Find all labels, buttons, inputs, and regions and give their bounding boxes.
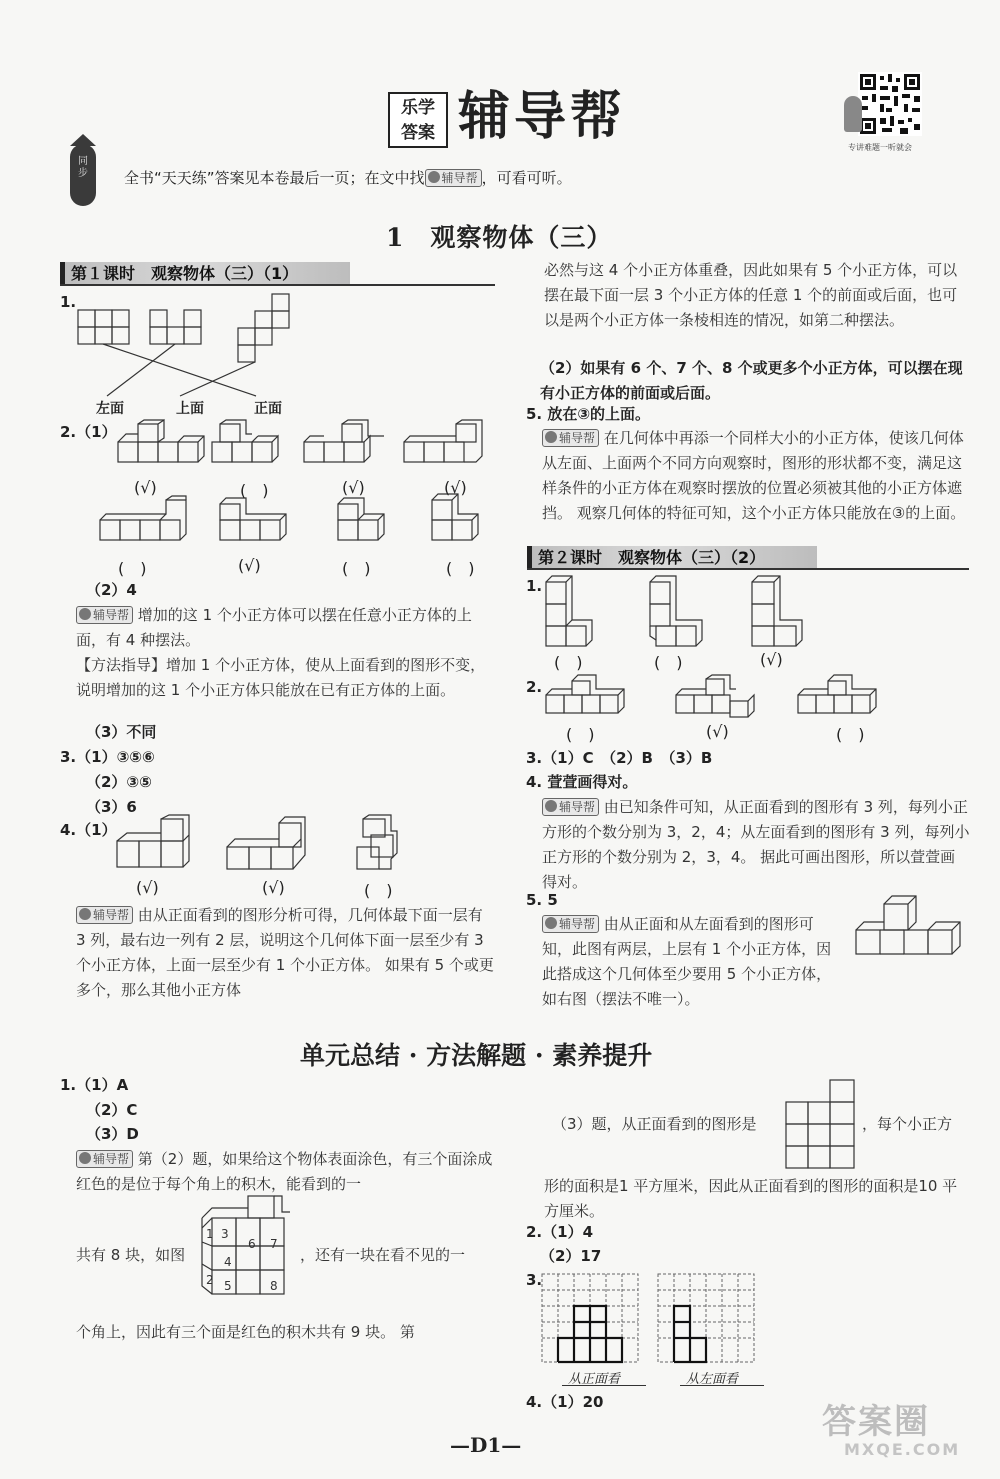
l2-note4-text: 由已知条件可知，从正面看到的图形有 3 列，每列小正方形的个数分别为 3，2，4；从左面看到的图形有 3 列，每列小正方形的个数分别为 2，3，4。 据此可画出图形，所以萱萱画得对。: [542, 798, 970, 891]
l2-q2-mark-1: ( ): [566, 725, 595, 744]
l1-q1-num: 1.: [60, 293, 77, 311]
l1-q2-mark-4: (√): [444, 478, 467, 497]
l1-note5: [542, 426, 970, 526]
l1-note4-text: 由从正面看到的图形分析可得，几何体最下面一层有 3 列，最右边一列有 2 层，说明这个几何体下面一层至少有 3 个小正方体，上面一层至少有 1 个小正方体。 如果有 5 个或更多个，那么其他小正方体: [76, 906, 494, 999]
l1-q2-2: （2）4: [86, 581, 137, 599]
l1-q1-label-top: 上面: [176, 401, 204, 417]
l1-q4-mark-2: (√): [262, 878, 285, 897]
sum-note-a: [76, 1147, 496, 1197]
grid-label-front-underline: [562, 1385, 646, 1386]
l1-q5: 5. 放在③的上面。: [526, 405, 651, 423]
l1-q3-3: （3）6: [86, 798, 137, 816]
sum-q3-grids: [540, 1272, 760, 1364]
l1-method: 【方法指导】增加 1 个小正方体，使从上面看到的图形不变，说明增加的这 1 个小正方体只能放在已有正方体的上面。: [76, 656, 486, 699]
l1-q1-label-left: 左面: [96, 401, 124, 417]
l2-q2-figures: [544, 675, 894, 720]
header-tip: [124, 166, 572, 191]
lesson2-underline: [527, 568, 969, 570]
watermark-logo: 答案圈: [822, 1402, 930, 1442]
sum-cube-figure: [196, 1194, 296, 1304]
lesson2-bar: 第２课时 观察物体（三）（2）: [527, 546, 817, 570]
l1-note4: [76, 903, 496, 1003]
fudao-badge: 辅导帮: [76, 906, 133, 924]
l2-note5-text: 由从正面和从左面看到的图形可知，此图有两层，上层有 1 个小正方体，因此搭成这个几何体至少要用 5 个小正方体，如右图（摆法不唯一）。: [542, 915, 832, 1008]
qr-caption: 专讲难题一听就会: [848, 143, 912, 152]
sum-note-c: 个角上，因此有三个面是红色的积木共有 9 块。 第: [76, 1323, 415, 1341]
cube-num-4: 4: [224, 1255, 232, 1269]
sum-note-b2: ，还有一块在看不见的一: [300, 1246, 466, 1264]
sum-right-a: （3）题，从正面看到的图形是: [552, 1115, 757, 1133]
tip-text: 全书“天天练”答案见本卷最后一页；在文中找: [124, 169, 425, 187]
l2-q1-mark-2: ( ): [654, 653, 683, 672]
l1-note1-text: 增加的这 1 个小正方体可以摆在任意小正方体的上面，有 4 种摆法。: [76, 606, 472, 649]
fudao-icon: [79, 1152, 91, 1164]
cube-num-5: 5: [224, 1279, 232, 1293]
l2-q3: 3.（1）C （2）B （3）B: [526, 749, 713, 767]
l1-q2-mark-7: ( ): [342, 559, 371, 578]
fudao-badge: 辅导帮: [76, 606, 133, 624]
l2-q1-mark-1: ( ): [554, 653, 583, 672]
l1-cont-right: 必然与这 4 个小正方体重叠，因此如果有 5 个小正方体，可以摆在最下面一层 3 个小正方体的任意 1 个的前面或后面，也可以是两个小正方体一条棱相连的情况，如第二种摆法。: [544, 261, 958, 329]
l1-q2-mark-1: (√): [134, 478, 157, 497]
l2-q1-figures: [540, 574, 810, 648]
sum-q2-1: 2.（1）4: [526, 1223, 594, 1241]
sum-q1-2: （2）C: [86, 1101, 138, 1119]
l1-q3-2: （2）③⑤: [86, 773, 152, 791]
l1-note1: [76, 603, 496, 653]
grid-label-left-underline: [680, 1385, 764, 1386]
header-title: 辅导帮: [458, 86, 627, 147]
tip-badge: 辅导帮: [425, 169, 482, 187]
sum-note-b1: 共有 8 块，如图: [76, 1246, 186, 1264]
fudao-icon: [428, 171, 440, 183]
side-tab-label: 同步: [78, 156, 88, 179]
sum-q3-num: 3.: [526, 1271, 543, 1289]
l1-q2-mark-6: (√): [238, 556, 261, 575]
l1-note5-text: 在几何体中再添一个同样大小的小正方体，使该几何体从左面、上面两个不同方向观察时，图形的形状都不变，满足这样条件的小正方体在观察时摆放的位置必须被其他的小正方体遮挡。 观察几何体的特征可知，这个小正方体只能放在③的上面。: [542, 429, 966, 522]
fudao-icon: [545, 431, 557, 443]
cube-num-6: 6: [248, 1237, 256, 1251]
cube-num-7: 7: [270, 1237, 278, 1251]
fudao-badge: 辅导帮: [542, 798, 599, 816]
l1-q2-num: 2.（1）: [60, 423, 117, 441]
l2-q1-num: 1.: [526, 577, 543, 595]
lesson1-underline: [60, 284, 495, 286]
l1-q4-mark-3: ( ): [364, 881, 393, 900]
l1-q2-mark-5: ( ): [118, 559, 147, 578]
l1-q1-figure: [72, 292, 302, 412]
page-number: —D1—: [450, 1433, 522, 1457]
l1-q1-label-front: 正面: [254, 401, 282, 417]
l2-q5: 5. 5: [526, 891, 558, 909]
fudao-badge: 辅导帮: [76, 1150, 133, 1168]
logo-badge: [388, 92, 448, 148]
grid-label-front: 从正面看: [568, 1372, 621, 1387]
l1-q2-mark-8: ( ): [446, 559, 475, 578]
l1-q4-mark-1: (√): [136, 878, 159, 897]
l1-q4-figures: [115, 815, 415, 875]
l1-q2-mark-3: (√): [342, 478, 365, 497]
fudao-badge: 辅导帮: [542, 429, 599, 447]
l2-q1-mark-3: (√): [760, 650, 783, 669]
l1-q4-2: （2）如果有 6 个、7 个、8 个或更多个小正方体，可以摆在现有小正方体的前面或后面。: [540, 359, 963, 402]
logo-line-2: 答案: [401, 123, 435, 143]
fudao-badge: 辅导帮: [542, 915, 599, 933]
chapter-title: 1 观察物体（三）: [386, 223, 613, 252]
lesson1-bar: 第１课时 观察物体（三）（1）: [60, 262, 350, 286]
l1-q3-1: 3.（1）③⑤⑥: [60, 748, 155, 766]
sum-note-a-text: 第（2）题，如果给这个物体表面涂色，有三个面涂成红色的是位于每个角上的积木，能看到的一: [76, 1150, 493, 1193]
cube-num-3: 3: [221, 1227, 229, 1241]
l1-q2-figures: [110, 420, 500, 560]
fudao-icon: [79, 908, 91, 920]
summary-title: 单元总结 · 方法解题 · 素养提升: [300, 1041, 653, 1070]
tip-end: ，可看可听。: [481, 169, 572, 187]
sum-q1-1: 1.（1）A: [60, 1076, 129, 1094]
fudao-icon: [545, 800, 557, 812]
l1-q4-1: 4.（1）: [60, 821, 117, 839]
l2-q2-mark-3: ( ): [836, 725, 865, 744]
l2-note4: [542, 795, 970, 895]
l2-q4: 4. 萱萱画得对。: [526, 773, 638, 791]
l2-q2-num: 2.: [526, 678, 543, 696]
fudao-icon: [79, 608, 91, 620]
sum-front-view-figure: [784, 1078, 858, 1172]
fudao-icon: [545, 917, 557, 929]
sum-q2-2: （2）17: [540, 1247, 602, 1265]
l2-q2-mark-2: (√): [706, 722, 729, 741]
sum-right-c: 形的面积是1 平方厘米，因此从正面看到的图形的面积是10 平方厘米。: [544, 1177, 958, 1220]
l2-note5-a: [542, 912, 842, 1012]
l1-q2-3: （3）不同: [86, 723, 157, 741]
logo-line-1: 乐学: [401, 98, 435, 118]
grid-label-left: 从左面看: [686, 1372, 739, 1387]
cartoon-mascot-icon: [844, 96, 862, 132]
qr-code-icon[interactable]: [858, 72, 922, 136]
l1-q2-mark-2: ( ): [240, 481, 269, 500]
watermark-url: MXQE.COM: [844, 1440, 961, 1459]
side-tab: [70, 144, 96, 206]
sum-q4: 4.（1）20: [526, 1393, 604, 1411]
sum-q1-3: （3）D: [86, 1125, 139, 1143]
cube-num-8: 8: [270, 1279, 278, 1293]
l2-q5-figure: [854, 894, 966, 962]
cube-num-1: 1: [206, 1227, 214, 1241]
cube-num-2: 2: [206, 1273, 214, 1287]
sum-right-b: ，每个小正方: [862, 1115, 953, 1133]
